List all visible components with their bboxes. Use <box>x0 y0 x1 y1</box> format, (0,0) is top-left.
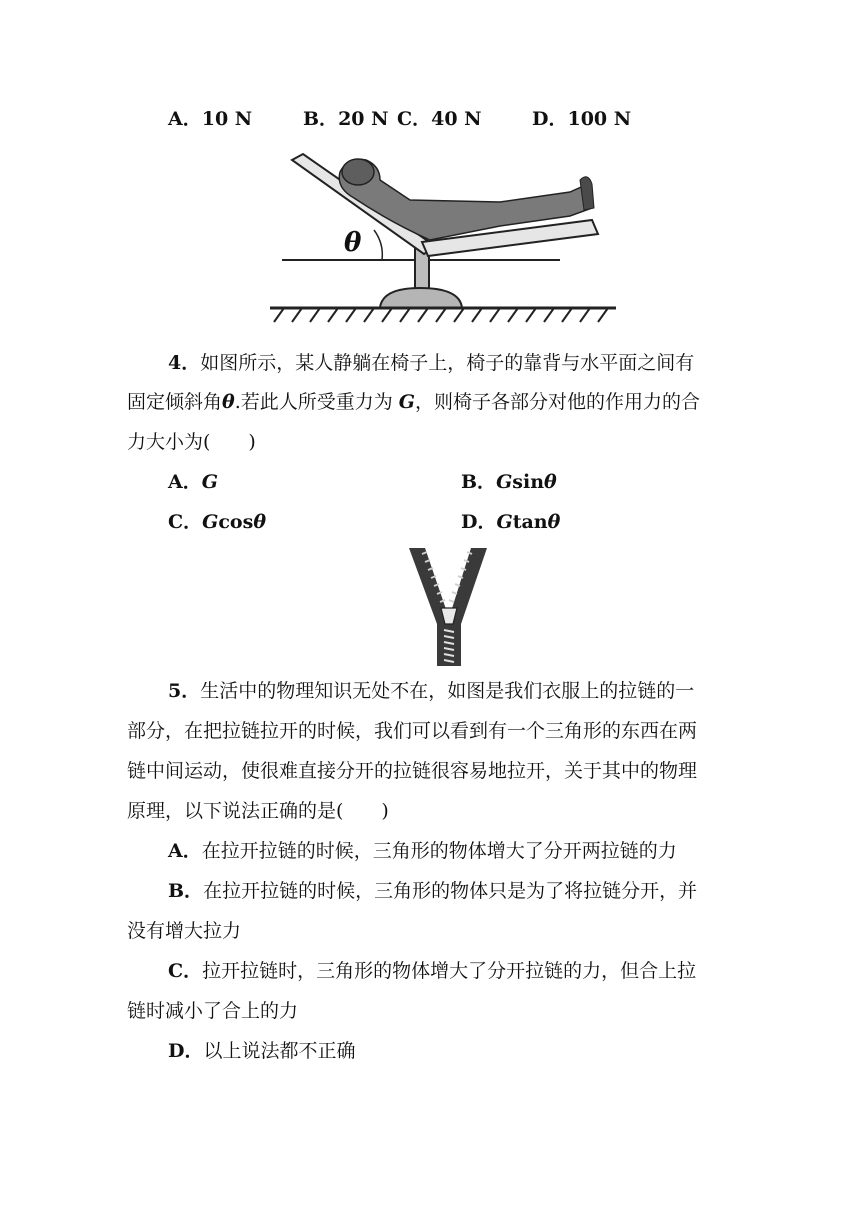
option-letter: A． <box>168 840 202 862</box>
option-letter: A． <box>168 108 202 130</box>
option-letter: D． <box>532 108 568 130</box>
option-text: 100 N <box>567 108 632 130</box>
option-letter: C． <box>397 108 432 130</box>
q5-text-2: 部分，在把拉链拉开的时候，我们可以看到有一个三角形的东西在两 <box>127 720 698 742</box>
q5-line-1 <box>168 679 694 703</box>
zipper-figure <box>405 548 489 666</box>
q4-line-3 <box>127 430 256 454</box>
option-text: 没有增大拉力 <box>127 920 242 942</box>
q5-line-2 <box>127 719 697 743</box>
option-text: 拉开拉链时，三角形的物体增大了分开拉链的力，但合上拉 <box>202 960 697 982</box>
q4-g: G <box>398 391 416 413</box>
q5-option-d <box>168 1039 356 1063</box>
option-theta: θ <box>547 511 561 533</box>
q4-text-2c: ，则椅子各部分对他的作用力的合 <box>415 391 701 413</box>
option-g: G <box>201 471 218 493</box>
q5-line-3 <box>127 759 697 783</box>
reclining-chair-figure <box>270 150 620 328</box>
q3-option-a <box>168 107 252 131</box>
zipper-right-tape <box>449 548 487 666</box>
q4-text-2a: 固定倾斜角 <box>127 391 223 413</box>
option-text: 40 N <box>431 108 482 130</box>
option-func: sin <box>512 471 545 493</box>
q4-option-b <box>461 470 557 494</box>
option-g: G <box>496 511 513 533</box>
q5-text-4: 原理，以下说法正确的是( ) <box>127 800 389 822</box>
option-text: 在拉开拉链的时候，三角形的物体只是为了将拉链分开，并 <box>203 880 698 902</box>
option-letter: D． <box>168 1040 204 1062</box>
option-letter: C． <box>168 511 203 533</box>
option-text: 以上说法都不正确 <box>203 1040 356 1062</box>
zipper-left-tape <box>409 548 449 666</box>
option-text: 10 N <box>201 108 253 130</box>
q5-option-b <box>168 879 697 903</box>
q5-text-1: 生活中的物理知识无处不在，如图是我们衣服上的拉链的一 <box>200 680 695 702</box>
option-theta: θ <box>544 471 557 493</box>
option-letter: B． <box>303 108 339 130</box>
option-func: cos <box>218 511 254 533</box>
option-letter: C． <box>168 960 203 982</box>
q3-option-c <box>397 107 482 131</box>
q4-text-3: 力大小为( ) <box>127 431 256 453</box>
option-letter: A． <box>168 471 202 493</box>
q4-line-2 <box>127 390 700 414</box>
q4-option-d <box>461 510 560 534</box>
angle-theta-label: θ <box>344 228 362 258</box>
q4-option-a <box>168 470 218 494</box>
q5-number: 5． <box>168 680 201 702</box>
chair-base <box>380 288 462 308</box>
q3-option-b <box>303 107 389 131</box>
option-g: G <box>202 511 219 533</box>
option-text: 20 N <box>338 108 389 130</box>
option-text: 在拉开拉链的时候，三角形的物体增大了分开两拉链的力 <box>201 840 677 862</box>
angle-arc <box>374 230 382 260</box>
q5-line-4 <box>127 799 389 823</box>
q5-option-b-cont <box>127 919 241 943</box>
q5-option-a <box>168 839 677 863</box>
option-letter: D． <box>461 511 497 533</box>
q4-text-2b: .若此人所受重力为 <box>234 391 399 413</box>
option-theta: θ <box>253 511 266 533</box>
option-text: 链时减小了合上的力 <box>127 1000 299 1022</box>
q5-text-3: 链中间运动，使很难直接分开的拉链很容易地拉开，关于其中的物理 <box>127 760 698 782</box>
q5-option-c <box>168 959 696 983</box>
option-letter: B． <box>461 471 497 493</box>
person-head <box>342 159 374 185</box>
option-func: tan <box>512 511 548 533</box>
q4-text-1: 如图所示，某人静躺在椅子上，椅子的靠背与水平面之间有 <box>200 352 695 374</box>
q3-option-d <box>532 107 631 131</box>
q4-theta: θ <box>222 391 235 413</box>
option-letter: B． <box>168 880 204 902</box>
q4-number: 4． <box>168 352 201 374</box>
q4-line-1 <box>168 351 694 375</box>
q4-option-c <box>168 510 266 534</box>
q5-option-c-cont <box>127 999 298 1023</box>
option-g: G <box>496 471 513 493</box>
ground-hatching <box>274 308 608 322</box>
